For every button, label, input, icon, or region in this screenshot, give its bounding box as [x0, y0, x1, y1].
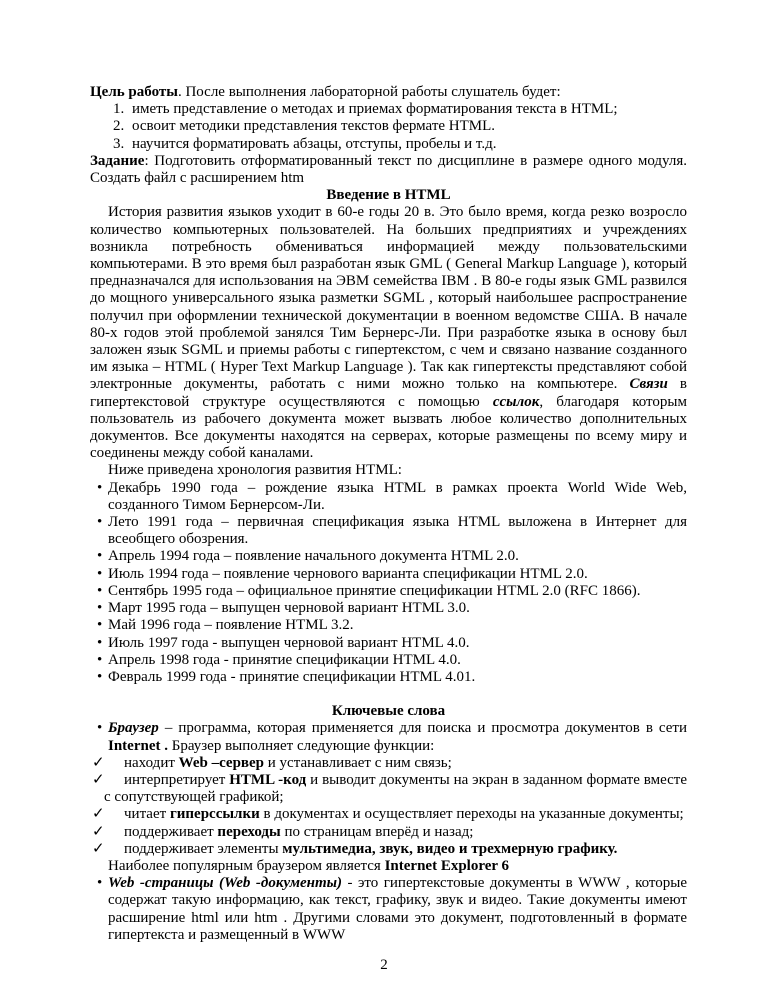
function-item: ✓ поддерживает элементы мультимедиа, звук, видео и трехмерную графику. [92, 840, 618, 857]
task-label: Задание [90, 152, 145, 169]
checkmark-icon: ✓ [92, 840, 105, 857]
list-item: • Июль 1994 года – появление чернового варианта спецификации HTML 2.0. [90, 566, 687, 583]
function-item: ✓ читает гиперссылки в документах и осуществляет переходы на указанные документы; [92, 806, 684, 823]
page-number: 2 [380, 957, 388, 973]
links-term-2: ссылок [492, 393, 540, 410]
list-item: • Февраль 1999 года - принятие спецификации HTML 4.01. [90, 669, 687, 686]
list-item: 3. научится форматировать абзацы, отступы, пробелы и т.д. [128, 136, 687, 153]
browser-list [90, 720, 687, 754]
list-item: • Сентябрь 1995 года – официальное принятие спецификации HTML 2.0 (RFC 1866). [90, 583, 687, 600]
goal-paragraph: Цель работы. После выполнения лабораторной работы слушатель будет: [90, 84, 561, 100]
checkmark-icon: ✓ [92, 754, 105, 771]
function-item: ✓ интерпретирует HTML -код и выводит документы на экран в заданном формате вместе с сопутствующей графикой; [92, 771, 687, 806]
keywords-heading: Ключевые слова [331, 703, 446, 720]
goal-list [90, 101, 687, 153]
list-item: 2. освоит методики представления текстов фермате HTML. [128, 118, 687, 135]
web-pages-list [90, 875, 687, 944]
intro-paragraph: История развития языков уходит в 60-е годы 20 в. Это было время, когда резко возросло количество компьютерных пользователей. На больших предприятиях и учреждениях возникла потребность обмениваться информацией между пользовательскими компьютерами. В это время был разработан язык GML ( General Markup Language ), который предназначался для использования на ЭВМ семейства IBM . В 80-е годы язык GML развился до мощного универсального языка разметки SGML , который наибольшее распространение получил при оформлении технической документации в военном ведомстве США. В начале 80-х годов этой проблемой занялся Тим Бернерс-Ли. При разработке языка в основу был заложен язык SGML и приемы работы с гипертекстом, с чем и связано название созданного им языка – HTML ( Hyper Text Markup Language ). Так как гипертексты представляют собой электронные документы, работать с ними можно только на компьютере. Связи в гипертекстовой структуре осуществляются с помощью ссылок, благодаря которым пользователь из рабочего документа может вызвать любое количество дополнительных документов. Все документы находятся на серверах, которые размещены по всему миру и соединены между собой каналами. [90, 204, 687, 462]
checkmark-icon: ✓ [92, 806, 105, 823]
timeline-intro: Ниже приведена хронология развития HTML: [108, 462, 402, 479]
list-item: • Март 1995 года – выпущен черновой вариант HTML 3.0. [90, 600, 687, 617]
list-item: • Апрель 1998 года - принятие спецификации HTML 4.0. [90, 652, 687, 669]
timeline-list [90, 480, 687, 686]
checkmark-icon: ✓ [92, 823, 105, 840]
list-item: • Лето 1991 года – первичная спецификация языка HTML выложена в Интернет для всеобщего обозрения. [90, 514, 687, 548]
list-item: • Июль 1997 года - выпущен черновой вариант HTML 4.0. [90, 635, 687, 652]
task-paragraph: Задание: Подготовить отформатированный текст по дисциплине в размере одного модуля. Создать файл с расширением htm [90, 152, 687, 187]
document-page [90, 84, 687, 944]
function-item: ✓ поддерживает переходы по страницам вперёд и назад; [92, 823, 474, 840]
function-item: ✓ находит Web –сервер и устанавливает с ним связь; [92, 754, 452, 771]
list-item: • Апрель 1994 года – появление начального документа HTML 2.0. [90, 548, 687, 565]
checkmark-icon: ✓ [92, 771, 105, 788]
list-item: • Браузер – программа, которая применяется для поиска и просмотра документов в сети Internet . Браузер выполняет следующие функции: [90, 720, 687, 754]
list-item: • Web -страницы (Web -документы) - это гипертекстовые документы в WWW , которые содержат такую информацию, как текст, графику, звук и видео. Такие документы имеют расширение html или htm . Другими словами это документ, подготовленный в формате гипертекста и размещенный в WWW [90, 875, 687, 944]
intro-heading: Введение в HTML [326, 187, 451, 204]
popular-browser: Наиболее популярным браузером является Internet Explorer 6 [108, 857, 510, 874]
goal-label: Цель работы [90, 84, 178, 100]
web-pages-term: Web -страницы (Web -документы) [108, 875, 343, 892]
links-term: Связи [629, 376, 668, 393]
list-item: 1. иметь представление о методах и приемах форматирования текста в HTML; [128, 101, 687, 118]
list-item: • Май 1996 года – появление HTML 3.2. [90, 617, 687, 634]
list-item: • Декабрь 1990 года – рождение языка HTML в рамках проекта World Wide Web, созданного Тимом Бернерсом-Ли. [90, 480, 687, 514]
browser-term: Браузер [108, 720, 159, 737]
